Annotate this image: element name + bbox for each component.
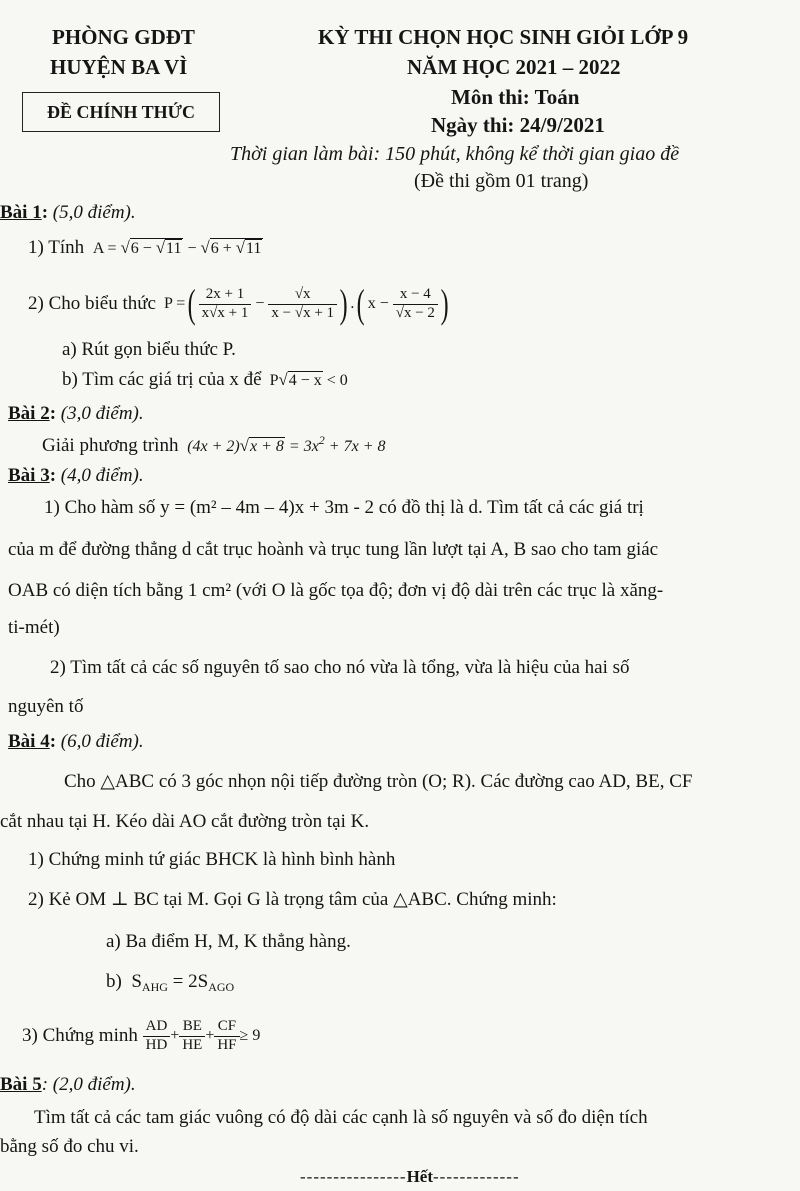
problem-4-part-2: 2) Kẻ OM ⊥ BC tại M. Gọi G là trọng tâm của △ABC. Chứng minh:: [28, 889, 557, 910]
exam-title: KỲ THI CHỌN HỌC SINH GIỎI LỚP 9: [318, 25, 689, 49]
page-count: (Đề thi gồm 01 trang): [414, 170, 589, 192]
district-name: HUYỆN BA VÌ: [50, 55, 188, 79]
problem-1-part-2a: a) Rút gọn biểu thức P.: [62, 339, 236, 360]
school-year: NĂM HỌC 2021 – 2022: [407, 55, 621, 79]
exam-duration: Thời gian làm bài: 150 phút, không kể thời gian giao đề: [230, 143, 680, 165]
problem-2-heading: Bài 2: (3,0 điểm).: [8, 403, 144, 424]
problem-4-part-2b: b) $S_{AHG} = 2S_{AGO}$: [106, 971, 235, 994]
problem-4-intro-line-2: cắt nhau tại H. Kéo dài AO cắt đường tròn tại K.: [0, 811, 370, 832]
problem-3-part-1-line-3: OAB có diện tích bằng 1 cm² (với O là gốc tọa độ; đơn vị độ dài trên các trục là xăng-: [8, 580, 664, 601]
problem-3-heading: Bài 3: (4,0 điểm).: [8, 465, 144, 486]
problem-3-part-1-line-4: ti-mét): [8, 617, 60, 638]
problem-1-part-2b: b) Tìm các giá trị của x để P√4 − x < 0: [62, 369, 348, 390]
problem-1-part-1: 1) Tính A = √6 − √11 − √6 + √11: [28, 237, 262, 258]
problem-1-heading: Bài 1: (5,0 điểm).: [0, 202, 136, 223]
end-marker: ----------------Hết-------------: [300, 1167, 520, 1186]
official-stamp-box: [22, 92, 220, 132]
problem-4-part-2a: a) Ba điểm H, M, K thẳng hàng.: [106, 931, 351, 952]
problem-3-part-2-line-1: 2) Tìm tất cả các số nguyên tố sao cho nó vừa là tổng, vừa là hiệu của hai số: [50, 657, 630, 678]
problem-2-text: Giải phương trình $(4x + 2)√x + 8 = 3x^2 + 7x + 8$: [42, 433, 386, 456]
department-name: PHÒNG GDĐT: [52, 25, 195, 49]
problem-5-line-1: Tìm tất cả các tam giác vuông có độ dài các cạnh là số nguyên và số đo diện tích: [34, 1107, 648, 1128]
subject: Môn thi: Toán: [451, 85, 580, 109]
problem-3-part-2-line-2: nguyên tố: [8, 696, 84, 717]
problem-1-part-2: 2) Cho biểu thức P = ( $\frac{2x + 1}{x√x + 1}$ − $\frac{√x}{x - √x + 1}$ ) . ( x − $\frac{x - 4}{√x - 2}$ ): [28, 281, 449, 326]
problem-4-part-3: 3) Chứng minh $\frac{AD}{HD}$ + $\frac{BE}{HE}$ + $\frac{CF}{HF}$ ≥ 9: [22, 1018, 261, 1053]
problem-4-part-1: 1) Chứng minh tứ giác BHCK là hình bình hành: [28, 849, 396, 870]
official-label: ĐỀ CHÍNH THỨC: [46, 102, 196, 122]
problem-4-intro-line-1: Cho △ABC có 3 góc nhọn nội tiếp đường tròn (O; R). Các đường cao AD, BE, CF: [64, 771, 693, 792]
problem-4-heading: Bài 4: (6,0 điểm).: [8, 731, 144, 752]
exam-date: Ngày thi: 24/9/2021: [431, 113, 605, 137]
problem-5-line-2: bằng số đo chu vi.: [0, 1136, 139, 1157]
problem-3-part-1-line-2: của m để đường thẳng d cắt trục hoành và trục tung lần lượt tại A, B sao cho tam giác: [8, 539, 659, 560]
problem-3-part-1-line-1: 1) Cho hàm số y = (m² – 4m – 4)x + 3m - 2 có đồ thị là d. Tìm tất cả các giá trị: [44, 497, 644, 518]
problem-5-heading: Bài 5: (2,0 điểm).: [0, 1074, 136, 1095]
